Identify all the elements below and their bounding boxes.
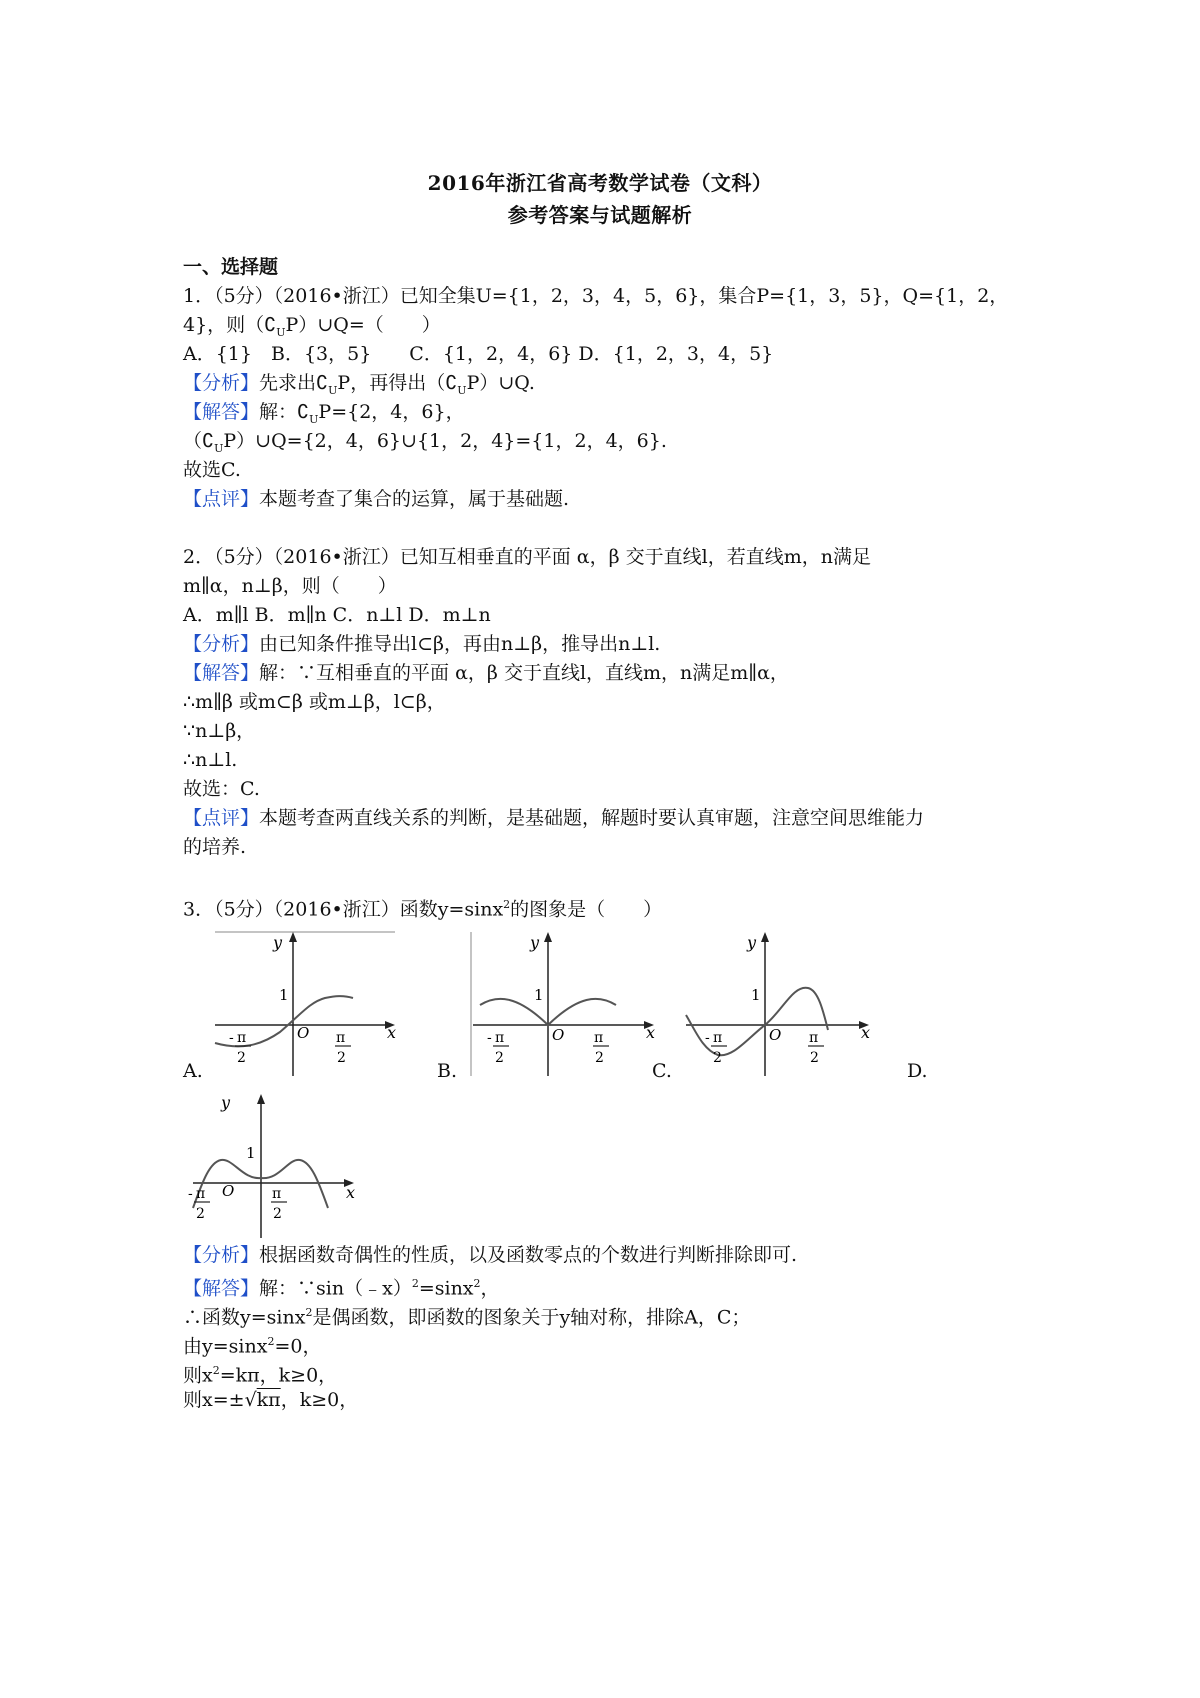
- svg-text:π: π: [336, 1030, 346, 1046]
- section-heading: 一、选择题: [183, 256, 279, 278]
- svg-text:1: 1: [279, 986, 289, 1004]
- svg-text:2: 2: [495, 1050, 504, 1066]
- q2-solution-line2: ∴m∥β 或m⊂β 或m⊥β，l⊂β，: [183, 691, 446, 713]
- svg-text:O: O: [552, 1026, 565, 1044]
- svg-text:π: π: [495, 1030, 505, 1046]
- graph-option-d: [188, 1090, 363, 1240]
- svg-text:1: 1: [751, 986, 761, 1004]
- q1-comment: 【点评】本题考查了集合的运算，属于基础题.: [183, 488, 570, 510]
- svg-text:2: 2: [337, 1050, 346, 1066]
- q2-solution-line3: ∵n⊥β，: [183, 720, 256, 742]
- option-c-label: C.: [652, 1060, 672, 1082]
- q3-analysis: 【分析】根据函数奇偶性的性质，以及函数零点的个数进行判断排除即可.: [183, 1244, 798, 1266]
- q1-solution-line2: $(∁_UP)\cup Q=\{2$，4，6}∪{1，2，4}={1，2，4，6}.: [183, 430, 667, 455]
- q2-options: A．m∥l B．m∥n C．n⊥l D．m⊥n: [183, 604, 491, 626]
- option-d-label: D.: [907, 1060, 928, 1082]
- svg-text:π: π: [272, 1186, 282, 1202]
- q3-solution-line1: 【解答】解：∵sin（﹣x）$^2$=sinx$^2$，: [183, 1277, 500, 1300]
- svg-text:y: y: [221, 1093, 231, 1112]
- q2-solution-line4: ∴n⊥l.: [183, 749, 238, 771]
- svg-text:O: O: [297, 1024, 310, 1042]
- svg-text:2: 2: [196, 1206, 205, 1222]
- graph-option-c: [683, 930, 878, 1078]
- svg-text:x: x: [861, 1023, 871, 1042]
- svg-text:π: π: [594, 1030, 604, 1046]
- svg-text:-: -: [487, 1030, 492, 1046]
- sqrt-symbol: √: [244, 1389, 257, 1411]
- svg-text:x: x: [646, 1023, 656, 1042]
- svg-text:x: x: [346, 1183, 356, 1202]
- q2-stem-line2: m∥α，n⊥β，则（ ）: [183, 575, 397, 597]
- y-axis-label: y: [273, 933, 283, 952]
- svg-text:π: π: [713, 1030, 723, 1046]
- svg-text:-: -: [229, 1030, 234, 1046]
- q1-choice: 故选C.: [183, 459, 241, 481]
- graph-option-b: [468, 930, 663, 1078]
- svg-text:-: -: [705, 1030, 710, 1046]
- svg-text:y: y: [747, 933, 757, 952]
- doc-title: 2016年浙江省高考数学试卷（文科）: [427, 171, 773, 195]
- svg-text:1: 1: [534, 986, 544, 1004]
- svg-text:x: x: [387, 1023, 397, 1042]
- svg-text:2: 2: [810, 1050, 819, 1066]
- option-b-label: B.: [437, 1060, 458, 1082]
- svg-text:π: π: [809, 1030, 819, 1046]
- doc-subtitle: 参考答案与试题解析: [507, 203, 693, 227]
- q2-choice: 故选：C.: [183, 778, 260, 800]
- svg-text:y: y: [530, 933, 540, 952]
- sqrt-radicand: kπ: [256, 1389, 281, 1411]
- q2-solution-line1: 【解答】解：∵互相垂直的平面 α，β 交于直线l，直线m，n满足m∥α，: [183, 662, 789, 684]
- q3-solution-line4: 则$x^2=k\pi$，k≥0，: [183, 1364, 338, 1387]
- q3-stem: 3．（5分）（2016•浙江）函数y=sinx$^2$的图象是（ ）: [183, 898, 663, 921]
- svg-text:2: 2: [595, 1050, 604, 1066]
- svg-text:2: 2: [273, 1206, 282, 1222]
- svg-text:1: 1: [246, 1144, 256, 1162]
- svg-text:2: 2: [237, 1050, 246, 1066]
- q3-solution-line3: 由y=sinx$^2$=0，: [183, 1335, 322, 1358]
- graph-option-a: [205, 930, 400, 1078]
- option-a-label: A.: [183, 1060, 203, 1082]
- q3-solution-line2: ∴函数y=sinx$^2$是偶函数，即函数的图象关于y轴对称，排除A，C；: [183, 1306, 751, 1329]
- svg-text:π: π: [237, 1030, 247, 1046]
- q3-solution-line5: 则x=±√kπ，k≥0，: [183, 1389, 359, 1411]
- q1-options: A．{1} B．{3，5} C．{1，2，4，6} D．{1，2，3，4，5}: [183, 343, 774, 365]
- svg-text:π: π: [196, 1186, 206, 1202]
- q1-stem-line2: 4}，则$(∁_UP)\cup Q=$（ ）: [183, 314, 441, 339]
- q2-comment-line2: 的培养.: [183, 836, 247, 858]
- q2-comment-line1: 【点评】本题考查两直线关系的判断，是基础题，解题时要认真审题，注意空间思维能力: [183, 807, 925, 829]
- q1-stem-line1: 1．（5分）（2016•浙江）已知全集U={1，2，3，4，5，6}，集合P={1，3，5}，Q={1，2，: [183, 285, 1009, 307]
- q1-solution-line1: 【解答】解：$∁_UP=\{2$，4，6}，: [183, 401, 465, 426]
- q1-analysis: 【分析】先求出$∁_UP$，再得出$(∁_UP)\cup Q$.: [183, 372, 535, 397]
- svg-text:2: 2: [713, 1050, 722, 1066]
- q2-stem-line1: 2．（5分）（2016•浙江）已知互相垂直的平面 α，β 交于直线l，若直线m，n满足: [183, 546, 871, 568]
- svg-text:O: O: [769, 1026, 782, 1044]
- svg-text:-: -: [188, 1186, 193, 1202]
- q2-analysis: 【分析】由已知条件推导出l⊂β，再由n⊥β，推导出n⊥l.: [183, 633, 661, 655]
- svg-text:O: O: [222, 1182, 235, 1200]
